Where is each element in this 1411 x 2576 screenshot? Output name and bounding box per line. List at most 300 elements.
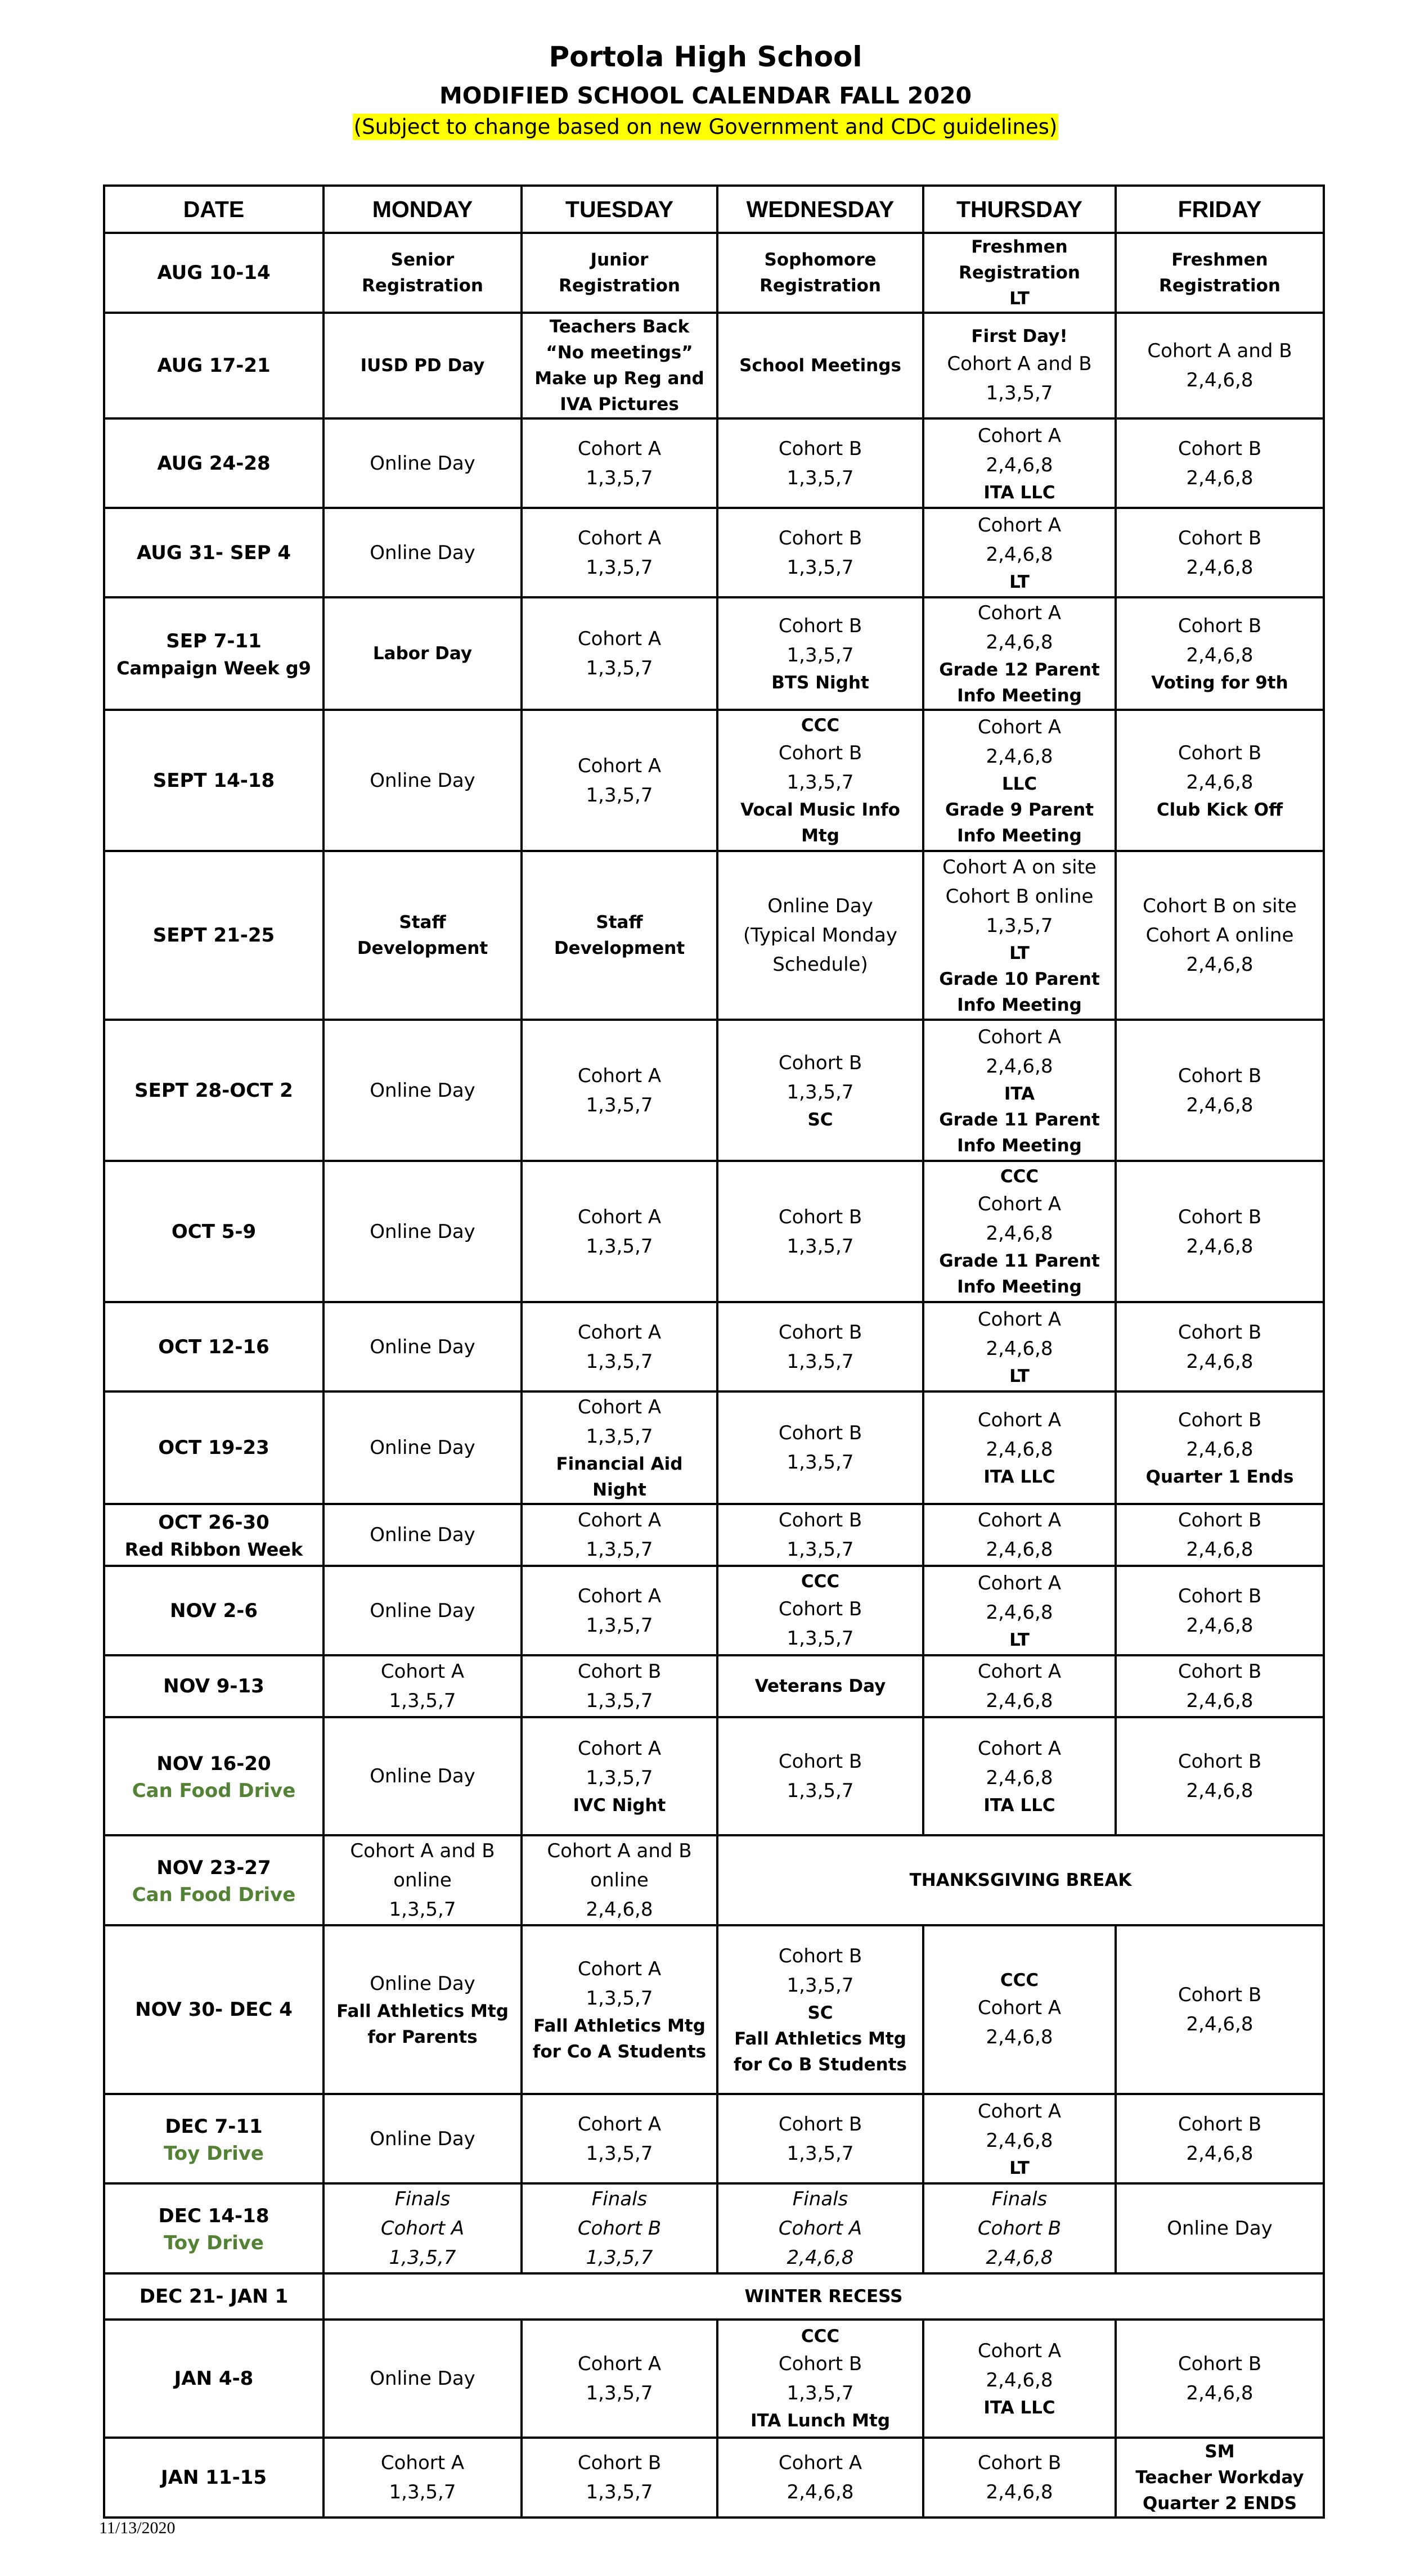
day-cell-thursday [923, 1566, 1116, 1655]
week-date-label: AUG 31- SEP 4 [136, 541, 291, 564]
day-cell-monday [323, 851, 522, 1020]
cell-line: 2,4,6,8 [1186, 1538, 1253, 1561]
week-date-label: SEPT 14-18 [152, 769, 275, 792]
cell-line: Online Day [370, 1765, 475, 1787]
week-date-label: OCT 19-23 [158, 1436, 269, 1459]
week-event-label: Red Ribbon Week [124, 1539, 303, 1560]
week-row [104, 1161, 1324, 1302]
cell-line: Cohort B [1178, 2353, 1262, 2375]
cell-line: 1,3,5,7 [787, 1974, 854, 1997]
cell-line: Junior [590, 250, 649, 270]
week-date-label: SEP 7-11 [166, 630, 262, 652]
cell-line: Online Day [370, 1079, 475, 1102]
day-cell-monday [323, 233, 522, 313]
day-cell-thursday [923, 1655, 1116, 1717]
day-cell-tuesday [522, 1504, 717, 1566]
cell-line: Online Day [370, 1220, 475, 1243]
cell-line: CCC [801, 1571, 840, 1592]
day-cell-monday [323, 1504, 522, 1566]
week-row [104, 1566, 1324, 1655]
week-date-label: OCT 5-9 [171, 1220, 257, 1243]
week-row [104, 418, 1324, 508]
cell-line: 1,3,5,7 [787, 1451, 854, 1474]
cell-line: Cohort A online [1145, 924, 1294, 947]
cell-line: SC [807, 1109, 833, 1130]
cell-line: Cohort A [977, 1571, 1062, 1595]
cell-line: 2,4,6,8 [1186, 1093, 1253, 1116]
day-cell-monday [323, 418, 522, 508]
week-date-cell [104, 1020, 323, 1161]
cell-line: Development [554, 938, 685, 958]
cell-line: Staff [596, 912, 643, 933]
cell-line: Cohort B [1178, 526, 1262, 550]
cell-line: Financial Aid [556, 1454, 683, 1474]
cell-line: 1,3,5,7 [586, 1425, 653, 1448]
day-cell-friday [1116, 508, 1324, 597]
cell-line: Info Meeting [957, 995, 1082, 1015]
cell-line: 1,3,5,7 [986, 915, 1053, 937]
cell-line: 1,3,5,7 [586, 1093, 653, 1116]
day-cell-friday [1116, 1655, 1324, 1717]
cell-line: 2,4,6,8 [1186, 1614, 1253, 1637]
cell-line: LT [1009, 1629, 1030, 1650]
cell-line: 1,3,5,7 [787, 2142, 854, 2165]
cell-line: Online Day [370, 541, 475, 564]
week-event-label: Can Food Drive [132, 1884, 296, 1906]
day-cell-wednesday [717, 313, 923, 418]
day-cell-monday [323, 1717, 522, 1835]
day-cell-friday [1116, 1161, 1324, 1302]
cell-line: 2,4,6,8 [986, 631, 1053, 654]
week-date-label: SEPT 28-OCT 2 [134, 1079, 293, 1102]
cell-line: Registration [361, 276, 483, 296]
day-cell-thursday [923, 710, 1116, 851]
cell-line: SM [1205, 2442, 1235, 2462]
week-row [104, 597, 1324, 710]
cell-line: 2,4,6,8 [986, 2129, 1053, 2152]
day-cell-friday [1116, 2438, 1324, 2518]
cell-line: Cohort A [977, 602, 1062, 624]
week-row [104, 851, 1324, 1020]
week-date-label: NOV 2-6 [169, 1599, 258, 1622]
cell-line: Cohort B [778, 2353, 862, 2375]
cell-line: 2,4,6,8 [986, 543, 1053, 566]
cell-line: 1,3,5,7 [586, 466, 653, 489]
cell-line: Cohort B [778, 1321, 862, 1344]
day-cell-wednesday [717, 2094, 923, 2183]
cell-line: Cohort B [977, 2217, 1062, 2240]
cell-line: Cohort B on site [1143, 895, 1297, 917]
day-cell-monday [323, 1835, 522, 1925]
week-row [104, 1391, 1324, 1504]
cell-line: 1,3,5,7 [586, 657, 653, 679]
cell-line: 2,4,6,8 [986, 1438, 1053, 1461]
day-cell-wednesday [717, 1566, 923, 1655]
week-date-cell [104, 313, 323, 418]
cell-line: “No meetings” [546, 343, 693, 363]
cell-line: Online Day [370, 1524, 475, 1546]
cell-line: Cohort A [977, 1737, 1062, 1760]
cell-line: Make up Reg and [534, 368, 704, 389]
cell-line: 2,4,6,8 [1186, 771, 1253, 794]
cell-line: 2,4,6,8 [986, 1538, 1053, 1561]
cell-line: CCC [1000, 1970, 1039, 1990]
cell-line: 2,4,6,8 [1186, 556, 1253, 579]
cell-line: Info Meeting [957, 1276, 1082, 1297]
cell-line: 1,3,5,7 [389, 1898, 456, 1921]
cell-line: Cohort A [577, 2113, 662, 2136]
guideline-note-wrap [0, 115, 1411, 139]
col-header-date: DATE [104, 186, 323, 233]
week-row [104, 1717, 1324, 1835]
day-cell-friday [1116, 1504, 1324, 1566]
day-cell-tuesday [522, 2438, 717, 2518]
cell-line: 2,4,6,8 [586, 1898, 653, 1921]
week-date-cell [104, 1161, 323, 1302]
cell-line: Online Day [370, 1335, 475, 1358]
day-cell-wednesday [717, 2183, 923, 2273]
day-cell-wednesday [717, 2320, 923, 2438]
cell-line: 2,4,6,8 [986, 1767, 1053, 1789]
cell-line: Cohort A and B [547, 1840, 692, 1862]
cell-line: 1,3,5,7 [787, 1627, 854, 1650]
week-row [104, 1302, 1324, 1391]
cell-line: Senior [390, 250, 455, 270]
cell-line: 2,4,6,8 [1186, 644, 1253, 666]
cell-line: Cohort B [778, 1422, 862, 1444]
day-cell-thursday [923, 508, 1116, 597]
cell-line: Cohort B [577, 2452, 662, 2474]
cell-line: 1,3,5,7 [787, 1350, 854, 1373]
cell-line: 1,3,5,7 [389, 1690, 456, 1712]
cell-line: Cohort B [1178, 1750, 1262, 1773]
cell-line: 1,3,5,7 [586, 1235, 653, 1258]
cell-line: 1,3,5,7 [586, 556, 653, 579]
cell-line: Cohort A [380, 2452, 465, 2474]
cell-line: Grade 9 Parent [945, 799, 1094, 820]
day-cell-thursday [923, 1302, 1116, 1391]
cell-line: Registration [759, 276, 881, 296]
week-row [104, 1925, 1324, 2094]
week-date-cell [104, 597, 323, 710]
day-cell-thursday [923, 2094, 1116, 2183]
day-cell-monday [323, 1655, 522, 1717]
cell-line: 1,3,5,7 [586, 1538, 653, 1561]
day-cell-wednesday [717, 418, 923, 508]
cell-line: 2,4,6,8 [1186, 1438, 1253, 1461]
col-header-friday: FRIDAY [1116, 186, 1324, 233]
cell-line: 2,4,6,8 [986, 1222, 1053, 1245]
day-cell-wednesday [717, 1504, 923, 1566]
week-date-cell [104, 2273, 323, 2320]
cell-line: Cohort A [977, 1409, 1062, 1431]
day-cell-friday [1116, 710, 1324, 851]
day-cell-tuesday [522, 851, 717, 1020]
cell-line: Cohort A [977, 2340, 1062, 2362]
day-cell-friday [1116, 1717, 1324, 1835]
week-row [104, 2183, 1324, 2273]
cell-line: Cohort B [1178, 1321, 1262, 1344]
cell-line: 2,4,6,8 [1186, 1350, 1253, 1373]
week-date-cell [104, 2094, 323, 2183]
day-cell-thursday [923, 1925, 1116, 2094]
cell-line: Cohort A and B [350, 1840, 495, 1862]
day-cell-monday [323, 2183, 522, 2273]
week-event-label: Toy Drive [164, 2232, 264, 2254]
guideline-note: (Subject to change based on new Government and CDC guidelines) [353, 115, 1058, 139]
day-cell-tuesday [522, 1566, 717, 1655]
day-cell-friday [1116, 2183, 1324, 2273]
week-date-cell [104, 851, 323, 1020]
cell-line: Cohort A [577, 1737, 662, 1760]
col-header-wednesday: WEDNESDAY [717, 186, 923, 233]
week-row [104, 2320, 1324, 2438]
cell-line: 1,3,5,7 [787, 1080, 854, 1104]
week-date-label: SEPT 21-25 [152, 924, 275, 947]
cell-line: Cohort A [380, 2217, 465, 2240]
cell-line: Cohort A [577, 1064, 662, 1087]
day-cell-monday [323, 1925, 522, 2094]
cell-line: IVA Pictures [560, 394, 679, 415]
break-cell [717, 1835, 1324, 1925]
cell-line: Cohort A [977, 424, 1062, 447]
week-date-cell [104, 1504, 323, 1566]
cell-line: 1,3,5,7 [787, 466, 854, 489]
cell-line: LT [1009, 943, 1030, 963]
cell-line: 1,3,5,7 [586, 2246, 653, 2269]
cell-line: Teacher Workday [1135, 2467, 1304, 2488]
cell-line: 2,4,6,8 [1186, 1780, 1253, 1802]
day-cell-thursday [923, 2438, 1116, 2518]
cell-line: BTS Night [771, 673, 869, 693]
cell-line: Cohort A on site [942, 856, 1097, 879]
cell-line: 2,4,6,8 [1186, 2382, 1253, 2404]
cell-line: Cohort A [577, 1205, 662, 1228]
cell-line: Freshmen [1171, 250, 1268, 270]
day-cell-tuesday [522, 597, 717, 710]
cell-line: Cohort B [1178, 1409, 1262, 1431]
cell-line: Finals [394, 2188, 451, 2210]
cell-line: Registration [958, 263, 1080, 283]
week-row [104, 233, 1324, 313]
cell-line: Cohort A [778, 2217, 862, 2240]
week-date-label: NOV 9-13 [163, 1675, 264, 1697]
cell-line: ITA LLC [983, 1795, 1055, 1816]
cell-line: Cohort B [778, 1750, 862, 1773]
day-cell-thursday [923, 2320, 1116, 2438]
cell-line: Cohort B [1178, 741, 1262, 764]
cell-line: Quarter 2 ENDS [1142, 2493, 1297, 2514]
week-date-label: OCT 26-30 [158, 1511, 269, 1534]
cell-line: Cohort B [577, 2217, 662, 2240]
day-cell-thursday [923, 1504, 1116, 1566]
col-header-monday: MONDAY [323, 186, 522, 233]
cell-line: Cohort A [577, 1396, 662, 1418]
day-cell-friday [1116, 233, 1324, 313]
cell-line: Finals [792, 2188, 848, 2210]
cell-line: LT [1009, 1366, 1030, 1386]
week-date-cell [104, 508, 323, 597]
cell-line: LLC [1001, 773, 1037, 794]
week-date-label: NOV 23-27 [156, 1857, 271, 1879]
day-cell-wednesday [717, 1391, 923, 1504]
col-header-thursday: THURSDAY [923, 186, 1116, 233]
calendar-table [103, 184, 1325, 2519]
week-date-label: JAN 11-15 [161, 2466, 267, 2489]
week-row [104, 1835, 1324, 1925]
day-cell-monday [323, 1391, 522, 1504]
cell-line: 1,3,5,7 [787, 2382, 854, 2404]
cell-line: ITA LLC [983, 482, 1055, 503]
week-date-cell [104, 1925, 323, 2094]
cell-line: Teachers Back [549, 317, 690, 337]
cell-line: Online Day [370, 1599, 475, 1622]
day-cell-tuesday [522, 1925, 717, 2094]
cell-line: Info Meeting [957, 686, 1082, 706]
cell-line: Info Meeting [957, 1135, 1082, 1156]
day-cell-friday [1116, 1391, 1324, 1504]
day-cell-tuesday [522, 313, 717, 418]
cell-line: Cohort A [577, 1958, 662, 1980]
cell-line: Cohort B [778, 1205, 862, 1228]
week-row [104, 508, 1324, 597]
cell-line: 1,3,5,7 [787, 1538, 854, 1561]
week-date-cell [104, 2320, 323, 2438]
cell-line: Finals [591, 2188, 648, 2210]
cell-line: Development [357, 938, 488, 958]
day-cell-friday [1116, 1925, 1324, 2094]
cell-line: 2,4,6,8 [986, 745, 1053, 768]
week-row [104, 1655, 1324, 1717]
cell-line: 2,4,6,8 [1186, 369, 1253, 391]
cell-line: 2,4,6,8 [986, 2481, 1053, 2503]
cell-line: Cohort A [977, 1660, 1062, 1683]
cell-line: ITA LLC [983, 2398, 1055, 2418]
week-row [104, 1504, 1324, 1566]
cell-line: Cohort B [778, 1051, 862, 1074]
cell-line: Cohort B [778, 437, 862, 460]
day-cell-monday [323, 1020, 522, 1161]
day-cell-friday [1116, 1020, 1324, 1161]
calendar-subtitle: MODIFIED SCHOOL CALENDAR FALL 2020 [439, 82, 972, 109]
cell-line: 2,4,6,8 [1186, 1690, 1253, 1712]
cell-line: CCC [801, 2326, 840, 2347]
cell-line: Cohort A [977, 1308, 1062, 1331]
day-cell-tuesday [522, 2183, 717, 2273]
cell-line: Cohort B [778, 1597, 862, 1620]
cell-line: Cohort B [977, 2452, 1062, 2474]
cell-line: Fall Athletics Mtg [533, 2016, 706, 2036]
cell-line: Cohort A [577, 1321, 662, 1344]
cell-line: Online Day [767, 895, 873, 917]
cell-line: online [393, 1869, 452, 1892]
cell-line: Cohort A [977, 514, 1062, 537]
day-cell-wednesday [717, 1302, 923, 1391]
cell-line: CCC [801, 715, 840, 736]
cell-line: THANKSGIVING BREAK [909, 1870, 1132, 1890]
week-date-cell [104, 418, 323, 508]
day-cell-friday [1116, 313, 1324, 418]
day-cell-monday [323, 508, 522, 597]
week-row [104, 2273, 1324, 2320]
day-cell-thursday [923, 1161, 1116, 1302]
cell-line: SC [807, 2003, 833, 2023]
cell-line: Cohort A [977, 1025, 1062, 1048]
cell-line: Online Day [370, 1436, 475, 1459]
cell-line: 1,3,5,7 [787, 644, 854, 666]
cell-line: 1,3,5,7 [586, 1614, 653, 1637]
week-date-label: AUG 10-14 [157, 262, 271, 284]
day-cell-thursday [923, 1391, 1116, 1504]
cell-line: Schedule) [772, 953, 868, 976]
cell-line: Cohort A [577, 526, 662, 550]
cell-line: for Co A Students [532, 2042, 707, 2062]
day-cell-friday [1116, 851, 1324, 1020]
cell-line: Online Day [370, 452, 475, 475]
cell-line: 1,3,5,7 [787, 771, 854, 794]
cell-line: Cohort A [977, 1509, 1062, 1532]
day-cell-thursday [923, 597, 1116, 710]
cell-line: Info Meeting [957, 825, 1082, 846]
day-cell-thursday [923, 233, 1116, 313]
cell-line: Cohort B [1178, 1660, 1262, 1683]
week-row [104, 313, 1324, 418]
cell-line: Grade 10 Parent [939, 969, 1100, 989]
cell-line: 2,4,6,8 [1186, 2013, 1253, 2035]
cell-line: 2,4,6,8 [986, 1690, 1053, 1712]
cell-line: School Meetings [739, 355, 901, 376]
week-date-label: NOV 16-20 [156, 1753, 271, 1775]
cell-line: 1,3,5,7 [586, 1987, 653, 2010]
cell-line: 2,4,6,8 [986, 1601, 1053, 1624]
cell-line: Fall Athletics Mtg [734, 2029, 906, 2049]
calendar-body [104, 233, 1324, 2518]
cell-line: Registration [558, 276, 680, 296]
cell-line: Online Day [1167, 2217, 1273, 2240]
day-cell-monday [323, 1161, 522, 1302]
cell-line: Sophomore [764, 250, 877, 270]
week-date-cell [104, 710, 323, 851]
week-date-cell [104, 1391, 323, 1504]
week-date-label: JAN 4-8 [174, 2367, 254, 2390]
cell-line: Online Day [370, 769, 475, 792]
cell-line: 2,4,6,8 [986, 1055, 1053, 1078]
cell-line: Cohort A [977, 2100, 1062, 2123]
cell-line: Cohort A [977, 715, 1062, 738]
week-date-cell [104, 1835, 323, 1925]
cell-line: Cohort A [577, 1509, 662, 1532]
day-cell-tuesday [522, 1717, 717, 1835]
day-cell-monday [323, 597, 522, 710]
day-cell-monday [323, 2094, 522, 2183]
cell-line: Mtg [801, 825, 839, 846]
day-cell-friday [1116, 2320, 1324, 2438]
cell-line: Cohort A [778, 2452, 862, 2474]
cell-line: 1,3,5,7 [586, 783, 653, 807]
week-date-cell [104, 2183, 323, 2273]
cell-line: Online Day [370, 2367, 475, 2390]
cell-line: Club Kick Off [1156, 799, 1283, 820]
cell-line: Grade 11 Parent [939, 1109, 1100, 1130]
cell-line: ITA Lunch Mtg [750, 2411, 891, 2431]
cell-line: 1,3,5,7 [586, 1767, 653, 1789]
week-date-cell [104, 1717, 323, 1835]
cell-line: Cohort B [778, 1509, 862, 1532]
cell-line: Cohort B [778, 526, 862, 550]
cell-line: IVC Night [573, 1795, 666, 1816]
cell-line: Cohort A [577, 2353, 662, 2375]
day-cell-monday [323, 2438, 522, 2518]
